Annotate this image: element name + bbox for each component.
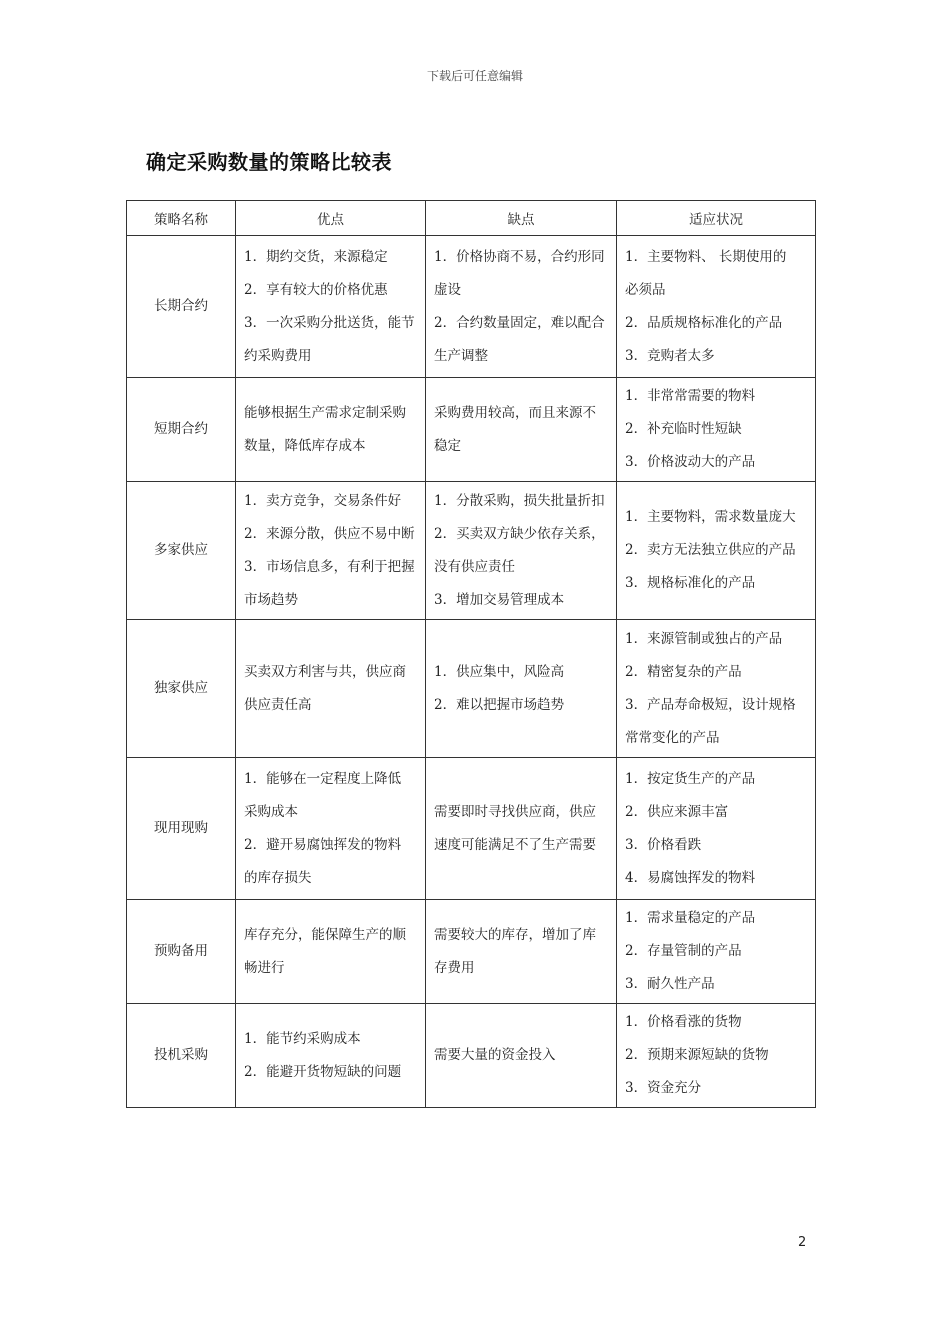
cell-line: 3．价格看跌 [625, 836, 702, 853]
cell-line: 3．一次采购分批送货，能节 [244, 314, 415, 331]
cell-line: 1．非常常需要的物料 [625, 388, 756, 404]
suitable-conditions-cell [617, 236, 816, 378]
cons-cell [426, 758, 617, 900]
table-row [127, 620, 816, 758]
cell-line: 1．主要物料、 长期使用的 [625, 248, 787, 265]
strategy-comparison-table [126, 200, 816, 1108]
pros-cell [236, 236, 426, 378]
cell-line: 2．预期来源短缺的货物 [625, 1047, 769, 1063]
cons-cell [426, 900, 617, 1004]
column-header-pros: 优点 [236, 201, 426, 236]
cell-line: 数量，降低库存成本 [244, 437, 366, 454]
cell-line: 2．存量管制的产品 [625, 943, 742, 959]
strategy-name-cell: 长期合约 [127, 236, 236, 378]
suitable-conditions-cell [617, 482, 816, 620]
cell-line: 1．主要物料，需求数量庞大 [625, 509, 796, 525]
pros-cell [236, 378, 426, 482]
cell-line: 2．卖方无法独立供应的产品 [625, 542, 796, 558]
cell-line: 1．价格协商不易，合约形同 [434, 248, 605, 265]
page-number: 2 [798, 1235, 807, 1250]
cell-line: 速度可能满足不了生产需要 [434, 836, 596, 853]
cell-line: 2．避开易腐蚀挥发的物料 [244, 836, 402, 853]
cell-line: 买卖双方利害与共，供应商 [244, 663, 406, 680]
cell-line: 4．易腐蚀挥发的物料 [625, 869, 756, 886]
cell-line: 的库存损失 [244, 869, 312, 886]
table-row [127, 1004, 816, 1108]
cell-line: 3．耐久性产品 [625, 976, 715, 992]
strategy-name-cell: 独家供应 [127, 620, 236, 758]
pros-cell [236, 1004, 426, 1108]
cons-cell [426, 1004, 617, 1108]
cell-line: 稳定 [434, 437, 461, 454]
cell-line: 1．供应集中，风险高 [434, 663, 565, 680]
strategy-name-cell: 现用现购 [127, 758, 236, 900]
cell-line: 库存充分，能保障生产的顺 [244, 926, 406, 943]
cell-line: 1．价格看涨的货物 [625, 1014, 742, 1030]
cell-line: 1．来源管制或独占的产品 [625, 630, 783, 647]
suitable-conditions-cell [617, 758, 816, 900]
pros-cell [236, 620, 426, 758]
suitable-conditions-cell [617, 378, 816, 482]
column-header-cons: 缺点 [426, 201, 617, 236]
cell-line: 需要较大的库存，增加了库 [434, 926, 596, 943]
pros-cell [236, 758, 426, 900]
cons-cell [426, 620, 617, 758]
cell-line: 生产调整 [434, 347, 488, 364]
pros-cell [236, 900, 426, 1004]
cell-line: 3．价格波动大的产品 [625, 454, 756, 470]
cell-line: 2．买卖双方缺少依存关系， [434, 525, 605, 542]
cons-cell [426, 236, 617, 378]
cell-line: 2．难以把握市场趋势 [434, 696, 565, 713]
cell-line: 2．品质规格标准化的产品 [625, 314, 783, 331]
cons-cell [426, 378, 617, 482]
cell-line: 1．分散采购，损失批量折扣 [434, 492, 605, 509]
table-row [127, 758, 816, 900]
cons-cell [426, 482, 617, 620]
cell-line: 3．资金充分 [625, 1080, 702, 1096]
cell-line: 2．精密复杂的产品 [625, 663, 742, 680]
cell-line: 需要即时寻找供应商，供应 [434, 803, 596, 820]
cell-line: 3．产品寿命极短，设计规格 [625, 696, 796, 713]
cell-line: 畅进行 [244, 959, 285, 976]
suitable-conditions-cell [617, 620, 816, 758]
document-title: 确定采购数量的策略比较表 [146, 150, 392, 174]
cell-line: 约采购费用 [244, 347, 312, 364]
cell-line: 1．需求量稳定的产品 [625, 910, 756, 926]
cell-line: 2．能避开货物短缺的问题 [244, 1063, 402, 1080]
table-row [127, 900, 816, 1004]
strategy-name-cell: 短期合约 [127, 378, 236, 482]
cell-line: 市场趋势 [244, 591, 298, 608]
page-header: 下载后可任意编辑 [426, 69, 523, 83]
suitable-conditions-cell [617, 1004, 816, 1108]
cell-line: 供应责任高 [244, 696, 312, 713]
table-row [127, 378, 816, 482]
cell-line: 3．规格标准化的产品 [625, 575, 756, 591]
cell-line: 2．合约数量固定，难以配合 [434, 314, 605, 331]
cell-line: 1．期约交货，来源稳定 [244, 248, 388, 265]
suitable-conditions-cell [617, 900, 816, 1004]
cell-line: 采购费用较高，而且来源不 [434, 404, 596, 421]
column-header-strategy-name: 策略名称 [127, 201, 236, 236]
strategy-name-cell: 预购备用 [127, 900, 236, 1004]
cell-line: 3．竞购者太多 [625, 347, 715, 364]
cell-line: 常常变化的产品 [625, 729, 720, 746]
cell-line: 能够根据生产需求定制采购 [244, 404, 406, 421]
cell-line: 3．市场信息多，有利于把握 [244, 558, 415, 575]
cell-line: 2．来源分散，供应不易中断 [244, 525, 415, 542]
cell-line: 没有供应责任 [434, 558, 515, 575]
cell-line: 采购成本 [244, 803, 298, 820]
cell-line: 虚设 [434, 281, 461, 298]
cell-line: 2．补充临时性短缺 [625, 421, 742, 437]
cell-line: 2．享有较大的价格优惠 [244, 281, 388, 298]
table-header-row [127, 201, 816, 236]
cell-line: 存费用 [434, 959, 475, 976]
table-row [127, 236, 816, 378]
cell-line: 1．按定货生产的产品 [625, 770, 756, 787]
table-row [127, 482, 816, 620]
column-header-suitable-conditions: 适应状况 [617, 201, 816, 236]
cell-line: 需要大量的资金投入 [434, 1047, 556, 1063]
cell-line: 1．能够在一定程度上降低 [244, 770, 402, 787]
cell-line: 2．供应来源丰富 [625, 803, 729, 820]
pros-cell [236, 482, 426, 620]
cell-line: 1．能节约采购成本 [244, 1030, 361, 1047]
cell-line: 必须品 [625, 281, 666, 298]
cell-line: 1．卖方竞争，交易条件好 [244, 492, 402, 509]
strategy-name-cell: 多家供应 [127, 482, 236, 620]
strategy-name-cell: 投机采购 [127, 1004, 236, 1108]
table-body [127, 236, 816, 1108]
cell-line: 3．增加交易管理成本 [434, 591, 565, 608]
